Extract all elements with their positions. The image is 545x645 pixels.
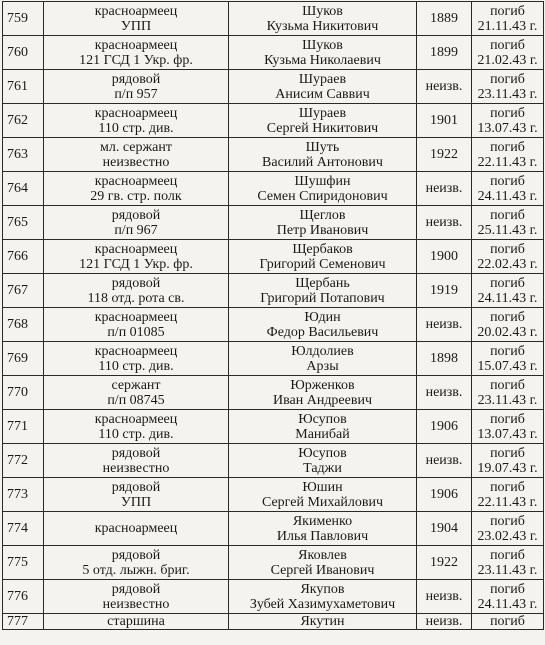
rank-unit-cell [44, 2, 229, 36]
rank-unit-cell [44, 240, 229, 274]
given-name-text: Сергей Никитович [266, 120, 379, 136]
table-row [3, 138, 544, 172]
status-text: погиб [490, 309, 525, 325]
table-row [3, 240, 544, 274]
fate-cell [472, 2, 544, 36]
roster-table [2, 1, 544, 630]
table-row [3, 36, 544, 70]
surname-text: Щеглов [299, 207, 346, 223]
fate-cell [472, 478, 544, 512]
rank-text: рядовой [111, 275, 161, 291]
rank-text: красноармеец [94, 37, 178, 53]
rank-unit-cell [44, 308, 229, 342]
table-row [3, 172, 544, 206]
fate-cell [472, 240, 544, 274]
given-name-text: Петр Иванович [276, 222, 369, 238]
surname-text: Юсупов [298, 445, 347, 461]
record-number: 765 [3, 206, 44, 240]
table-row [3, 104, 544, 138]
name-cell [229, 274, 417, 308]
rank-unit-cell [44, 104, 229, 138]
death-date: 20.02.43 г. [477, 324, 538, 340]
rank-text: рядовой [111, 581, 161, 597]
name-cell [229, 512, 417, 546]
unit-text: 5 отд. лыжн. бриг. [82, 562, 190, 578]
status-text: погиб [490, 105, 525, 121]
name-cell [229, 342, 417, 376]
fate-cell [472, 70, 544, 104]
surname-text: Юдин [304, 309, 341, 325]
unit-text: 110 стр. див. [98, 358, 174, 374]
given-name-text: Федор Васильевич [266, 324, 379, 340]
fate-cell [472, 614, 544, 630]
unit-text: п/п 01085 [107, 324, 165, 340]
surname-text: Щербаков [292, 241, 353, 257]
surname-text: Юсупов [298, 411, 347, 427]
rank-unit-cell [44, 546, 229, 580]
birth-year: неизв. [417, 172, 472, 206]
rank-unit-cell [44, 206, 229, 240]
record-number: 762 [3, 104, 44, 138]
surname-text: Шураев [298, 71, 347, 87]
status-text: погиб [490, 343, 525, 359]
record-number: 776 [3, 580, 44, 614]
table-row [3, 478, 544, 512]
unit-text: п/п 967 [114, 222, 158, 238]
unit-text: 110 стр. див. [98, 120, 174, 136]
status-text: погиб [490, 411, 525, 427]
given-name-text: Григорий Семенович [259, 256, 386, 272]
rank-unit-cell [44, 444, 229, 478]
fate-cell [472, 580, 544, 614]
given-name-text: Таджи [303, 460, 342, 476]
fate-cell [472, 172, 544, 206]
fate-cell [472, 512, 544, 546]
table-row [3, 614, 544, 630]
surname-text: Якименко [292, 513, 353, 529]
birth-year: неизв. [417, 444, 472, 478]
table-row [3, 546, 544, 580]
given-name-text: Кузьма Николаевич [264, 52, 381, 68]
rank-text: красноармеец [94, 521, 178, 536]
record-number: 774 [3, 512, 44, 546]
death-date: 22.02.43 г. [477, 256, 538, 272]
record-number: 775 [3, 546, 44, 580]
table-row [3, 308, 544, 342]
name-cell [229, 308, 417, 342]
status-text: погиб [490, 207, 525, 223]
rank-unit-cell [44, 342, 229, 376]
name-cell [229, 240, 417, 274]
table-row [3, 2, 544, 36]
fate-cell [472, 546, 544, 580]
status-text: погиб [490, 275, 525, 291]
table-row [3, 580, 544, 614]
status-text: погиб [490, 241, 525, 257]
rank-text: сержант [111, 377, 161, 393]
name-cell [229, 172, 417, 206]
rank-text: рядовой [111, 71, 161, 87]
surname-text: Юшин [302, 479, 343, 495]
fate-cell [472, 206, 544, 240]
record-number: 773 [3, 478, 44, 512]
rank-unit-cell [44, 614, 229, 630]
rank-text: рядовой [111, 445, 161, 461]
name-cell [229, 444, 417, 478]
death-date: 15.07.43 г. [477, 358, 538, 374]
rank-text: красноармеец [94, 3, 178, 19]
death-date: 21.11.43 г. [477, 18, 538, 34]
rank-text: красноармеец [94, 309, 178, 325]
record-number: 767 [3, 274, 44, 308]
rank-unit-cell [44, 410, 229, 444]
unit-text: неизвестно [102, 596, 170, 612]
birth-year: неизв. [417, 70, 472, 104]
name-cell [229, 580, 417, 614]
given-name-text: Зубей Хазимухаметович [249, 596, 396, 612]
record-number: 777 [3, 614, 44, 630]
given-name-text: Григорий Потапович [260, 290, 385, 306]
status-text: погиб [490, 71, 525, 87]
birth-year: 1919 [417, 274, 472, 308]
death-date: 23.11.43 г. [477, 562, 538, 578]
death-date: 24.11.43 г. [477, 596, 538, 612]
unit-text: 29 гв. стр. полк [90, 188, 182, 204]
unit-text: 121 ГСД 1 Укр. фр. [79, 256, 193, 272]
surname-text: Щербань [295, 275, 350, 291]
name-cell [229, 546, 417, 580]
given-name-text: Иван Андреевич [272, 392, 373, 408]
birth-year: 1889 [417, 2, 472, 36]
death-date: 23.11.43 г. [477, 392, 538, 408]
given-name-text: Сергей Михайлович [261, 494, 384, 510]
unit-text: 121 ГСД 1 Укр. фр. [79, 52, 193, 68]
table-row [3, 410, 544, 444]
name-cell [229, 36, 417, 70]
rank-unit-cell [44, 512, 229, 546]
table-row [3, 206, 544, 240]
surname-text: Юлдолиев [291, 343, 354, 359]
status-text: погиб [490, 479, 525, 495]
record-number: 768 [3, 308, 44, 342]
record-number: 763 [3, 138, 44, 172]
rank-text: старшина [107, 614, 165, 629]
record-number: 759 [3, 2, 44, 36]
table-row [3, 70, 544, 104]
given-name-text: Кузьма Никитович [266, 18, 379, 34]
surname-text: Шушфин [294, 173, 351, 189]
death-date: 24.11.43 г. [477, 188, 538, 204]
given-name-text: Анисим Саввич [275, 86, 370, 102]
unit-text: неизвестно [102, 460, 170, 476]
rank-unit-cell [44, 274, 229, 308]
rank-unit-cell [44, 138, 229, 172]
fate-cell [472, 104, 544, 138]
birth-year: неизв. [417, 580, 472, 614]
rank-unit-cell [44, 36, 229, 70]
fate-cell [472, 138, 544, 172]
name-cell [229, 70, 417, 104]
surname-text: Шураев [298, 105, 347, 121]
fate-cell [472, 342, 544, 376]
birth-year: 1922 [417, 138, 472, 172]
birth-year: 1906 [417, 410, 472, 444]
rank-unit-cell [44, 478, 229, 512]
unit-text: УПП [120, 18, 152, 34]
record-number: 760 [3, 36, 44, 70]
status-text: погиб [490, 173, 525, 189]
unit-text: п/п 08745 [107, 392, 165, 408]
record-number: 770 [3, 376, 44, 410]
given-name-text: Василий Антонович [262, 154, 383, 170]
given-name-text: Сергей Иванович [270, 562, 375, 578]
death-date: 13.07.43 г. [477, 120, 538, 136]
given-name-text: Илья Павлович [276, 528, 369, 544]
rank-unit-cell [44, 376, 229, 410]
name-cell [229, 138, 417, 172]
status-text: погиб [490, 614, 525, 629]
rank-text: красноармеец [94, 105, 178, 121]
fate-cell [472, 444, 544, 478]
rank-text: красноармеец [94, 173, 178, 189]
surname-text: Юрженков [290, 377, 355, 393]
rank-unit-cell [44, 70, 229, 104]
record-number: 766 [3, 240, 44, 274]
name-cell [229, 2, 417, 36]
status-text: погиб [490, 547, 525, 563]
death-date: 23.11.43 г. [477, 86, 538, 102]
rank-text: рядовой [111, 547, 161, 563]
status-text: погиб [490, 3, 525, 19]
birth-year: неизв. [417, 376, 472, 410]
record-number: 761 [3, 70, 44, 104]
status-text: погиб [490, 139, 525, 155]
rank-unit-cell [44, 580, 229, 614]
birth-year: 1904 [417, 512, 472, 546]
table-row [3, 342, 544, 376]
surname-text: Яковлев [298, 547, 347, 563]
given-name-text: Манибай [295, 426, 350, 442]
rank-text: красноармеец [94, 411, 178, 427]
table-row [3, 376, 544, 410]
record-number: 769 [3, 342, 44, 376]
death-date: 23.02.43 г. [477, 528, 538, 544]
fate-cell [472, 36, 544, 70]
birth-year: 1901 [417, 104, 472, 138]
birth-year: 1906 [417, 478, 472, 512]
name-cell [229, 614, 417, 630]
unit-text: неизвестно [102, 154, 170, 170]
rank-text: красноармеец [94, 241, 178, 257]
name-cell [229, 104, 417, 138]
status-text: погиб [490, 445, 525, 461]
roster-body [3, 2, 544, 630]
record-number: 764 [3, 172, 44, 206]
birth-year: 1922 [417, 546, 472, 580]
birth-year: 1900 [417, 240, 472, 274]
rank-unit-cell [44, 172, 229, 206]
table-row [3, 274, 544, 308]
death-date: 22.11.43 г. [477, 154, 538, 170]
table-row [3, 512, 544, 546]
birth-year: неизв. [417, 206, 472, 240]
rank-text: красноармеец [94, 343, 178, 359]
surname-text: Шуков [302, 37, 343, 53]
fate-cell [472, 410, 544, 444]
record-number: 771 [3, 410, 44, 444]
status-text: погиб [490, 377, 525, 393]
record-number: 772 [3, 444, 44, 478]
table-row [3, 444, 544, 478]
status-text: погиб [490, 513, 525, 529]
surname-text: Якутин [300, 614, 345, 629]
birth-year: 1899 [417, 36, 472, 70]
unit-text: УПП [120, 494, 152, 510]
death-date: 24.11.43 г. [477, 290, 538, 306]
death-date: 22.11.43 г. [477, 494, 538, 510]
rank-text: рядовой [111, 479, 161, 495]
birth-year: неизв. [417, 614, 472, 630]
surname-text: Шуков [302, 3, 343, 19]
birth-year: 1898 [417, 342, 472, 376]
fate-cell [472, 274, 544, 308]
rank-text: рядовой [111, 207, 161, 223]
status-text: погиб [490, 581, 525, 597]
name-cell [229, 376, 417, 410]
unit-text: 118 отд. рота св. [87, 290, 185, 306]
unit-text: 110 стр. див. [98, 426, 174, 442]
death-date: 19.07.43 г. [477, 460, 538, 476]
unit-text: п/п 957 [114, 86, 158, 102]
fate-cell [472, 308, 544, 342]
birth-year: неизв. [417, 308, 472, 342]
name-cell [229, 206, 417, 240]
death-date: 25.11.43 г. [477, 222, 538, 238]
name-cell [229, 410, 417, 444]
given-name-text: Арзы [306, 358, 339, 374]
given-name-text: Семен Спиридонович [257, 188, 388, 204]
rank-text: мл. сержант [100, 139, 172, 155]
surname-text: Шуть [305, 139, 340, 155]
status-text: погиб [490, 37, 525, 53]
surname-text: Якупов [300, 581, 345, 597]
name-cell [229, 478, 417, 512]
death-date: 13.07.43 г. [477, 426, 538, 442]
death-date: 21.02.43 г. [477, 52, 538, 68]
fate-cell [472, 376, 544, 410]
